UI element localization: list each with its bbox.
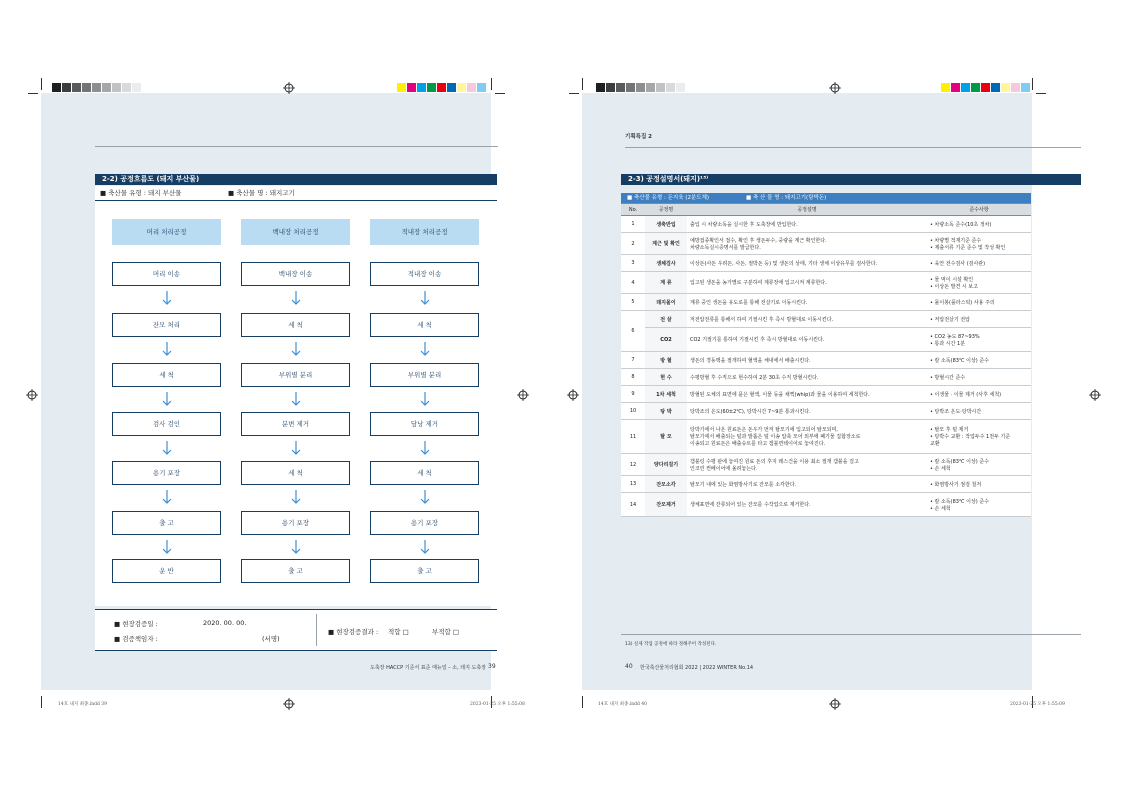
table-row (621, 403, 1031, 420)
row-process: 양다리걸기 (645, 454, 687, 476)
flow-step: 담낭 제거 (370, 412, 479, 436)
col-rules: 준수사항 (927, 204, 1031, 216)
col-process: 공정명 (645, 204, 687, 216)
running-head: 기획특집 2 (625, 134, 652, 140)
row-rules: • 칼 소독(83℃ 이상) 준수 • 손 세척 (927, 493, 1031, 517)
footnote: 13) 실제 작업 공정에 따라 정해주어 작성된다. (625, 642, 717, 647)
result-label: ■ 현장검증결과 : (328, 628, 379, 636)
row-no: 14 (621, 493, 645, 517)
color-swatch (656, 83, 665, 92)
color-swatch (646, 83, 655, 92)
row-description: 입고된 생돈을 농가별로 구분하여 계류장에 입고시켜 계류한다. (687, 272, 927, 294)
color-swatch (112, 83, 121, 92)
row-description: 갬블링 수평 판에 놓여진 원료 돈의 후지 레스건을 이용 최소 절개 갬블을 걸고 인코린 컨베이어에 올려놓는다. (687, 454, 927, 476)
row-rules: • 이생물 · 이물 제거 (사후 세척) (927, 386, 1031, 403)
row-no: 5 (621, 294, 645, 311)
color-swatch (397, 83, 406, 92)
color-swatch (1001, 83, 1010, 92)
row-rules: • 탕박조 온도·탕박시간 (927, 403, 1031, 420)
color-swatch (82, 83, 91, 92)
color-swatch (951, 83, 960, 92)
row-no: 8 (621, 369, 645, 386)
table-meta-bar (621, 193, 1031, 203)
verify-date-label: ■ 현장검증일 : (114, 620, 158, 628)
row-rules: • 저압전살기 전압 (927, 311, 1031, 328)
arrow-down-icon (162, 438, 172, 458)
color-swatch (457, 83, 466, 92)
table-row (621, 352, 1031, 369)
color-swatch (941, 83, 950, 92)
color-swatch (676, 83, 685, 92)
row-description: 수평방혈 후 수직으로 현수하여 2분 30초 수직 방혈시킨다. (687, 369, 927, 386)
table-row (621, 294, 1031, 311)
arrow-down-icon (420, 537, 430, 557)
crop-mark (582, 78, 583, 90)
registration-mark-icon (1089, 389, 1101, 401)
row-process: 생체검사 (645, 255, 687, 272)
arrow-down-icon (291, 537, 301, 557)
flow-step: 검사 검인 (112, 412, 221, 436)
row-no: 13 (621, 476, 645, 493)
flow-step: 분변 제거 (241, 412, 350, 436)
row-rules: • 탈모 후 털 제거 • 탕박수 교환 : 작업두수 1천두 기준 교환 (927, 420, 1031, 454)
arrow-down-icon (291, 389, 301, 409)
row-process: 잔모소각 (645, 476, 687, 493)
table-row (621, 311, 1031, 328)
row-process: 현 수 (645, 369, 687, 386)
arrow-down-icon (420, 487, 430, 507)
product-type: ■ 축산물 유형 : 돼지 부산물 (100, 189, 182, 197)
color-swatch (122, 83, 131, 92)
color-swatch (437, 83, 446, 92)
row-no: 6 (621, 311, 645, 352)
arrow-down-icon (420, 339, 430, 359)
arrow-down-icon (291, 339, 301, 359)
color-swatch (407, 83, 416, 92)
table-row (621, 233, 1031, 255)
row-process: 방 혈 (645, 352, 687, 369)
verify-date-value: 2020. 00. 00. (203, 619, 247, 627)
row-description: 계류 중인 생돈을 유도로를 통해 전살기로 이동시킨다. (687, 294, 927, 311)
process-table-wrap (621, 203, 1031, 517)
row-description: 방혈된 도체의 표면에 묻은 혈액, 이물 등을 채찍(whip)과 물을 이용하여 세척한다. (687, 386, 927, 403)
slug-date: 2023-01-25 오후 1:55:08 (470, 702, 525, 707)
color-swatch (447, 83, 456, 92)
color-swatch (961, 83, 970, 92)
registration-mark-icon (567, 389, 579, 401)
section-title: 2-3) 공정설명서(돼지)¹³⁾ (621, 174, 1081, 185)
row-no: 4 (621, 272, 645, 294)
flow-column-header: 머리 처리공정 (112, 219, 221, 245)
row-no: 12 (621, 454, 645, 476)
footer-text: 도축장 HACCP 기준서 표준 매뉴얼 – 소, 돼지 도축장 (370, 665, 487, 671)
arrow-down-icon (291, 288, 301, 308)
crop-mark (1036, 93, 1046, 94)
table-row (621, 328, 1031, 352)
color-swatch (72, 83, 81, 92)
row-description: 예방접종확인서 접수, 확인 후 생돈두수, 중량을 계근 확인한다. 차량소독실시증명서를 발급한다. (687, 233, 927, 255)
process-table (621, 203, 1031, 517)
flow-step: 출 고 (241, 559, 350, 583)
color-swatch (417, 83, 426, 92)
row-description: 탕박조의 온도(60±2℃), 탕박시간 7~9분 통과시킨다. (687, 403, 927, 420)
row-no: 9 (621, 386, 645, 403)
table-row (621, 386, 1031, 403)
crop-mark (1032, 78, 1033, 90)
flow-step: 출 고 (112, 511, 221, 535)
registration-mark-icon (829, 82, 841, 94)
arrow-down-icon (420, 389, 430, 409)
row-rules: • 육안 전수검사 (검사관) (927, 255, 1031, 272)
flow-step: 세 척 (241, 461, 350, 485)
arrow-down-icon (420, 288, 430, 308)
flow-step: 잔모 처리 (112, 313, 221, 337)
row-process: 돼지몰이 (645, 294, 687, 311)
row-description: 생체표면에 잔류되어 있는 잔모를 수작업으로 제거한다. (687, 493, 927, 517)
color-swatch (62, 83, 71, 92)
flow-step: 백내장 이송 (241, 262, 350, 286)
signoff-box (95, 609, 497, 651)
row-rules: • 방혈시간 준수 (927, 369, 1031, 386)
crop-mark (582, 696, 583, 708)
arrow-down-icon (162, 537, 172, 557)
table-row (621, 420, 1031, 454)
flow-step: 세 척 (370, 461, 479, 485)
color-swatch (971, 83, 980, 92)
color-swatch (626, 83, 635, 92)
crop-mark (28, 93, 38, 94)
color-swatch (427, 83, 436, 92)
product-name: ■ 축 산 물 명 : 돼지고기(탕박돈) (746, 195, 827, 201)
flow-column-header: 적내장 처리공정 (370, 219, 479, 245)
flow-step: 용기 포장 (112, 461, 221, 485)
row-description: 저전압전류를 통해서 하여 기절시킨 후 즉시 방혈대로 이동시킨다. (687, 311, 927, 328)
row-no: 2 (621, 233, 645, 255)
row-no: 10 (621, 403, 645, 420)
registration-mark-icon (26, 389, 38, 401)
row-no: 1 (621, 216, 645, 233)
row-process: 계근 및 확인 (645, 233, 687, 255)
flow-step: 적내장 이송 (370, 262, 479, 286)
color-swatch (666, 83, 675, 92)
row-description: CO2 기절기를 통하여 기절시킨 후 즉시 방혈대로 이동시킨다. (687, 328, 927, 352)
divider (316, 614, 317, 646)
slug-date: 2023-01-25 오후 1:55:09 (1010, 702, 1065, 707)
row-rules: • 화염방사기 점검 철저 (927, 476, 1031, 493)
flow-step: 용기 포장 (370, 511, 479, 535)
row-rules: • 물 먹이 시설 확인 • 이상돈 발견 시 보고 (927, 272, 1031, 294)
page-number: 40 (625, 663, 633, 670)
row-process: 생축반입 (645, 216, 687, 233)
col-no: No. (621, 204, 645, 216)
table-row (621, 476, 1031, 493)
table-row (621, 216, 1031, 233)
table-row (621, 255, 1031, 272)
crop-mark (569, 93, 579, 94)
meta-line (95, 186, 497, 201)
slug-file: 14호 내지 최종.indd 40 (598, 702, 648, 707)
arrow-down-icon (162, 339, 172, 359)
flow-step: 출 고 (370, 559, 479, 583)
product-type: ■ 축산물 유형 : 돈지육 (2분도체) (627, 195, 710, 201)
arrow-down-icon (162, 288, 172, 308)
flow-step: 용기 포장 (241, 511, 350, 535)
color-swatch (991, 83, 1000, 92)
registration-mark-icon (517, 389, 529, 401)
row-rules: • 차량별 적재기준 준수 • 제출서류 기준 준수 및 작성 확인 (927, 233, 1031, 255)
flow-step: 세 척 (112, 363, 221, 387)
slug-file: 14호 내지 최종.indd 39 (58, 702, 108, 707)
col-description: 공정설명 (687, 204, 927, 216)
row-process: 탈 모 (645, 420, 687, 454)
flow-step: 운 반 (112, 559, 221, 583)
row-process: 계 류 (645, 272, 687, 294)
row-rules: • 몰이봉(플라스틱) 사용 주의 (927, 294, 1031, 311)
result-pass-checkbox[interactable]: 적합 □ (388, 628, 409, 636)
row-process: 1차 세척 (645, 386, 687, 403)
arrow-down-icon (162, 389, 172, 409)
row-rules: • 칼 소독(83℃ 이상) 준수 • 손 세척 (927, 454, 1031, 476)
color-swatch (981, 83, 990, 92)
arrow-down-icon (291, 438, 301, 458)
result-fail-checkbox[interactable]: 부적합 □ (432, 628, 460, 636)
arrow-down-icon (420, 438, 430, 458)
inspector-label: ■ 검증책임자 : (114, 635, 158, 643)
crop-mark (491, 78, 492, 90)
row-description: 탕박기에서 나온 원료돈은 돈우가 먼저 탈모기에 입고되어 탈모되며, 탈모기에서 배출되는 털과 발톱은 털 이송 압축 모어 외부에 폐기물 집합장소로 이송되고 원료돈은 배출슈트를 타고 갬블면테이어로 놓여진다. (687, 420, 927, 454)
row-rules: • CO2 농도 87~93% • 통과 시간 1분 (927, 328, 1031, 352)
row-process: CO2 (645, 328, 687, 352)
footnote-rule (621, 634, 1081, 635)
flow-column-header: 백내장 처리공정 (241, 219, 350, 245)
row-process: 전 살 (645, 311, 687, 328)
row-rules: • 차량소독 준수(10초 정차) (927, 216, 1031, 233)
crop-mark (41, 78, 42, 90)
flow-step: 세 척 (241, 313, 350, 337)
table-row (621, 454, 1031, 476)
row-description: 이상돈(사돈 우려돈, 사돈, 절박돈 등) 및 생돈의 상태, 기타 생체 이상유무를 검사한다. (687, 255, 927, 272)
top-rule (95, 146, 498, 147)
color-swatch (467, 83, 476, 92)
table-row (621, 369, 1031, 386)
product-name: ■ 축산물 명 : 돼지고기 (228, 189, 295, 197)
color-swatch (1021, 83, 1030, 92)
row-rules: • 칼 소독(83℃ 이상) 준수 (927, 352, 1031, 369)
color-swatch (636, 83, 645, 92)
footer-text: 한국축산물처리협회 2022 | 2022 WINTER No.14 (640, 665, 754, 671)
row-process: 잔모제거 (645, 493, 687, 517)
color-swatch (132, 83, 141, 92)
row-description: 생돈의 경동맥을 절개하여 혈액을 체내에서 배출시킨다. (687, 352, 927, 369)
color-swatch (52, 83, 61, 92)
top-rule (625, 147, 1081, 148)
row-process: 탕 박 (645, 403, 687, 420)
page-number: 39 (488, 663, 496, 670)
section-title: 2-2) 공정흐름도 (돼지 부산물) (95, 174, 497, 185)
registration-mark-icon (283, 82, 295, 94)
row-no: 7 (621, 352, 645, 369)
table-row (621, 272, 1031, 294)
color-swatch (1011, 83, 1020, 92)
color-swatch (616, 83, 625, 92)
color-swatch (596, 83, 605, 92)
row-no: 3 (621, 255, 645, 272)
color-swatch (606, 83, 615, 92)
flow-step: 부위별 분리 (370, 363, 479, 387)
color-swatch (92, 83, 101, 92)
arrow-down-icon (162, 487, 172, 507)
crop-mark (41, 696, 42, 708)
flow-step: 세 척 (370, 313, 479, 337)
color-swatch (477, 83, 486, 92)
flow-step: 부위별 분리 (241, 363, 350, 387)
table-row (621, 493, 1031, 517)
arrow-down-icon (291, 487, 301, 507)
row-no: 11 (621, 420, 645, 454)
inspector-signature: (서명) (262, 635, 280, 643)
registration-mark-icon (829, 698, 841, 710)
row-description: 탈모기 내에 있는 화염방사기로 잔모를 소각한다. (687, 476, 927, 493)
color-swatch (102, 83, 111, 92)
flow-step: 머리 이송 (112, 262, 221, 286)
registration-mark-icon (283, 698, 295, 710)
crop-mark (495, 93, 505, 94)
row-description: 출입 시 차량소독을 실시한 후 도축장에 반입한다. (687, 216, 927, 233)
